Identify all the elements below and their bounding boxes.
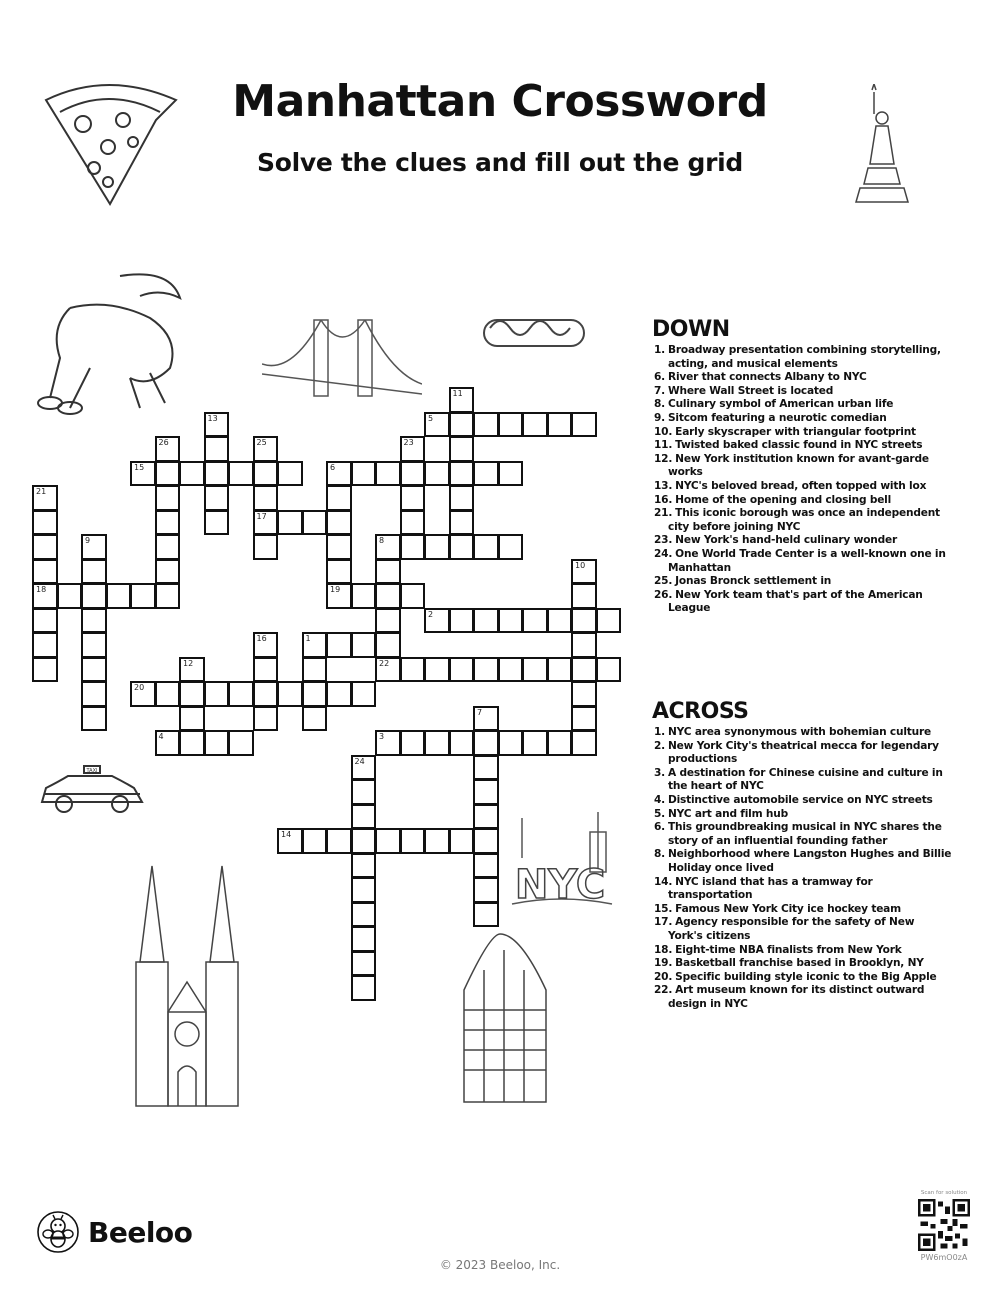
clue-number: 24 xyxy=(354,756,365,766)
crossword-cell[interactable] xyxy=(375,632,401,658)
crossword-cell[interactable] xyxy=(375,461,401,487)
crossword-cell[interactable] xyxy=(571,608,597,634)
crossword-cell[interactable] xyxy=(32,510,58,536)
clue-item xyxy=(652,507,952,534)
crossword-cell[interactable] xyxy=(571,681,597,707)
crossword-cell[interactable] xyxy=(547,657,573,683)
clue-number: 6. xyxy=(654,821,665,834)
crossword-cell[interactable] xyxy=(326,559,352,585)
clue-number: 25. xyxy=(654,575,673,588)
crossword-cell[interactable] xyxy=(32,583,58,609)
crossword-cell[interactable] xyxy=(473,412,499,438)
crossword-cell[interactable] xyxy=(32,657,58,683)
clue-number: 5. xyxy=(654,807,665,820)
crossword-cell[interactable] xyxy=(277,461,303,487)
crossword-cell[interactable] xyxy=(253,485,279,511)
clue-text: Agency responsible for the safety of New York's citizens xyxy=(668,916,915,942)
crossword-cell[interactable] xyxy=(204,510,230,536)
crossword-cell[interactable] xyxy=(326,681,352,707)
crossword-cell[interactable] xyxy=(351,755,377,781)
crossword-cell[interactable] xyxy=(179,730,205,756)
clue-item xyxy=(652,371,952,385)
clue-number: 21 xyxy=(36,487,47,496)
down-clues xyxy=(652,318,952,616)
clue-number: 9 xyxy=(85,536,91,545)
clue-text: Broadway presentation combining storytelling, acting, and musical elements xyxy=(668,344,941,370)
copyright: © 2023 Beeloo, Inc. xyxy=(439,1258,561,1272)
clue-text: New York team that's part of the American League xyxy=(668,588,923,615)
crossword-cell[interactable] xyxy=(498,608,524,634)
clue-item xyxy=(652,916,952,943)
crossword-cell[interactable] xyxy=(351,828,377,854)
qr-code-id: PW6mO0zA xyxy=(920,1253,968,1262)
crossword-cell[interactable] xyxy=(522,608,548,634)
clue-number: 11. xyxy=(654,439,673,452)
crossword-cell[interactable] xyxy=(473,706,499,732)
crossword-cell[interactable] xyxy=(155,510,181,536)
clue-text: Early skyscraper with triangular footprint xyxy=(675,425,916,438)
crossword-cell[interactable] xyxy=(449,461,475,487)
crossword-cell[interactable] xyxy=(400,436,426,462)
clue-item xyxy=(652,575,952,589)
crossword-cell[interactable] xyxy=(32,485,58,511)
clue-number: 10 xyxy=(575,560,586,570)
crossword-cell[interactable] xyxy=(375,559,401,585)
crossword-cell[interactable] xyxy=(351,583,377,609)
clue-item xyxy=(652,903,952,917)
clue-number: 2 xyxy=(428,609,434,619)
clue-number: 3 xyxy=(379,732,385,741)
clue-item xyxy=(652,971,952,985)
page-title: Manhattan Crossword xyxy=(232,76,768,127)
crossword-cell[interactable] xyxy=(179,681,205,707)
clue-number: 23. xyxy=(654,534,673,547)
across-heading: ACROSS xyxy=(652,699,749,724)
crossword-cell[interactable] xyxy=(424,412,450,438)
clue-number: 12. xyxy=(654,452,673,465)
clue-number: 11 xyxy=(452,389,463,398)
crossword-cell[interactable] xyxy=(155,730,181,756)
clue-text: Twisted baked classic found in NYC streets xyxy=(675,439,923,452)
crossword-cell[interactable] xyxy=(449,730,475,756)
crossword-cell[interactable] xyxy=(351,779,377,805)
clue-item xyxy=(652,957,952,971)
crossword-cell[interactable] xyxy=(473,534,499,560)
clue-text: Culinary symbol of American urban life xyxy=(668,398,894,411)
clue-text: Jonas Bronck settlement in xyxy=(675,575,832,588)
solution-qr[interactable] xyxy=(912,1190,976,1262)
crossword-cell[interactable] xyxy=(400,583,426,609)
clue-item xyxy=(652,740,952,767)
clue-text: Where Wall Street is located xyxy=(668,384,834,397)
clue-item xyxy=(652,808,952,822)
clue-item xyxy=(652,344,952,371)
across-clue-list xyxy=(652,726,952,1011)
clue-number: 20. xyxy=(654,970,673,983)
crossword-cell[interactable] xyxy=(424,657,450,683)
clue-number: 22. xyxy=(654,984,673,997)
crossword-cell[interactable] xyxy=(473,779,499,805)
brand-name: Beeloo xyxy=(88,1215,193,1249)
crossword-cell[interactable] xyxy=(449,485,475,511)
crossword-cell[interactable] xyxy=(596,657,622,683)
clue-number: 9. xyxy=(654,411,665,424)
crossword-cell[interactable] xyxy=(596,608,622,634)
crossword-cell[interactable] xyxy=(253,510,279,536)
crossword-cell[interactable] xyxy=(449,510,475,536)
crossword-cell[interactable] xyxy=(351,853,377,879)
clue-number: 6 xyxy=(330,462,336,472)
clue-number: 8. xyxy=(654,848,665,861)
crossword-cell[interactable] xyxy=(449,412,475,438)
crossword-cell[interactable] xyxy=(155,583,181,609)
crossword-cell[interactable] xyxy=(81,632,107,658)
crossword-cell[interactable] xyxy=(424,608,450,634)
clue-number: 6. xyxy=(654,371,665,384)
crossword-cell[interactable] xyxy=(326,510,352,536)
clue-item xyxy=(652,876,952,903)
crossword-cell[interactable] xyxy=(375,583,401,609)
clue-text: New York institution known for avant-garde works xyxy=(668,452,929,479)
crossword-cell[interactable] xyxy=(375,534,401,560)
crossword-cell[interactable] xyxy=(326,583,352,609)
clue-text: Sitcom featuring a neurotic comedian xyxy=(668,411,887,424)
crossword-cell[interactable] xyxy=(571,730,597,756)
crossword-cell[interactable] xyxy=(81,706,107,732)
crossword-cell[interactable] xyxy=(130,681,156,707)
crossword-cell[interactable] xyxy=(571,583,597,609)
crossword-cell[interactable] xyxy=(351,975,377,1001)
crossword-cell[interactable] xyxy=(498,730,524,756)
qr-label: Scan for solution xyxy=(920,1190,968,1196)
crossword-cell[interactable] xyxy=(351,804,377,830)
crossword-cell[interactable] xyxy=(302,706,328,732)
crossword-cell[interactable] xyxy=(326,485,352,511)
crossword-cell[interactable] xyxy=(204,436,230,462)
crossword-cell[interactable] xyxy=(400,461,426,487)
crossword-cell[interactable] xyxy=(522,657,548,683)
crossword-cell[interactable] xyxy=(522,730,548,756)
crossword-cell[interactable] xyxy=(571,412,597,438)
crossword-cell[interactable] xyxy=(449,436,475,462)
clue-item xyxy=(652,439,952,453)
clue-text: Eight-time NBA finalists from New York xyxy=(675,943,902,956)
crossword-cell[interactable] xyxy=(228,730,254,756)
clue-number: 16 xyxy=(256,634,267,643)
crossword-cell[interactable] xyxy=(351,681,377,707)
clue-item xyxy=(652,589,952,616)
clue-number: 24. xyxy=(654,547,673,560)
clue-text: NYC area synonymous with bohemian culture xyxy=(668,726,931,738)
crossword-cell[interactable] xyxy=(400,510,426,536)
crossword-cell[interactable] xyxy=(155,485,181,511)
crossword-cell[interactable] xyxy=(400,485,426,511)
crossword-cell[interactable] xyxy=(473,608,499,634)
nyc-sign-label: NYC xyxy=(514,862,606,908)
clue-item xyxy=(652,767,952,794)
clue-text: NYC art and film hub xyxy=(668,807,788,820)
clue-item xyxy=(652,984,952,1011)
crossword-cell[interactable] xyxy=(302,632,328,658)
clue-text: Neighborhood where Langston Hughes and Billie Holiday once lived xyxy=(668,848,952,874)
crossword-cell[interactable] xyxy=(498,534,524,560)
crossword-cell[interactable] xyxy=(571,706,597,732)
crossword-cell[interactable] xyxy=(155,559,181,585)
crossword-cell[interactable] xyxy=(81,583,107,609)
crossword-cell[interactable] xyxy=(375,657,401,683)
clue-item xyxy=(652,944,952,958)
crossword-cell[interactable] xyxy=(302,510,328,536)
clue-number: 14. xyxy=(654,875,673,888)
clue-text: This iconic borough was once an independent city before joining NYC xyxy=(668,507,940,533)
clue-text: Home of the opening and closing bell xyxy=(675,493,892,506)
crossword-cell[interactable] xyxy=(326,828,352,854)
crossword-cell[interactable] xyxy=(204,461,230,487)
crossword-cell[interactable] xyxy=(424,461,450,487)
crossword-cell[interactable] xyxy=(375,828,401,854)
clue-number: 25 xyxy=(256,438,267,447)
crossword-cell[interactable] xyxy=(473,877,499,903)
crossword-cell[interactable] xyxy=(522,412,548,438)
clue-item xyxy=(652,453,952,480)
crossword-cell[interactable] xyxy=(32,534,58,560)
clue-item xyxy=(652,726,952,740)
crossword-cell[interactable] xyxy=(253,706,279,732)
crossword-cell[interactable] xyxy=(400,657,426,683)
crossword-cell[interactable] xyxy=(302,828,328,854)
clue-item xyxy=(652,534,952,548)
crossword-cell[interactable] xyxy=(155,681,181,707)
crossword-cell[interactable] xyxy=(449,657,475,683)
across-clues xyxy=(652,700,952,1011)
crossword-cell[interactable] xyxy=(32,632,58,658)
crossword-cell[interactable] xyxy=(253,681,279,707)
crossword-cell[interactable] xyxy=(32,608,58,634)
crossword-cell[interactable] xyxy=(179,706,205,732)
crossword-cell[interactable] xyxy=(424,828,450,854)
crossword-cell[interactable] xyxy=(32,559,58,585)
crossword-cell[interactable] xyxy=(449,608,475,634)
crossword-cell[interactable] xyxy=(473,902,499,928)
crossword-cell[interactable] xyxy=(547,412,573,438)
clue-text: River that connects Albany to NYC xyxy=(668,371,867,384)
clue-number: 26. xyxy=(654,588,673,601)
down-clue-list xyxy=(652,344,952,616)
brand-logo xyxy=(36,1210,192,1254)
clue-number: 7. xyxy=(654,384,665,397)
crossword-cell[interactable] xyxy=(498,657,524,683)
clue-number: 3. xyxy=(654,766,665,779)
clue-number: 5 xyxy=(428,413,434,423)
crossword-cell[interactable] xyxy=(81,608,107,634)
crossword-cell[interactable] xyxy=(498,461,524,487)
clue-number: 15 xyxy=(134,462,145,472)
crossword-cell[interactable] xyxy=(277,681,303,707)
clue-text: New York's hand-held culinary wonder xyxy=(675,534,898,547)
crossword-cell[interactable] xyxy=(473,461,499,487)
crossword-cell[interactable] xyxy=(571,559,597,585)
crossword-cell[interactable] xyxy=(277,510,303,536)
crossword-cell[interactable] xyxy=(351,461,377,487)
down-heading: DOWN xyxy=(652,317,730,342)
crossword-cell[interactable] xyxy=(547,730,573,756)
crossword-cell[interactable] xyxy=(424,730,450,756)
crossword-cell[interactable] xyxy=(375,608,401,634)
crossword-cell[interactable] xyxy=(400,828,426,854)
clue-text: Art museum known for its distinct outward design in NYC xyxy=(668,984,925,1010)
crossword-cell[interactable] xyxy=(351,951,377,977)
clue-number: 17. xyxy=(654,916,673,929)
clue-item xyxy=(652,398,952,412)
crossword-cell[interactable] xyxy=(155,534,181,560)
crossword-cell[interactable] xyxy=(57,583,83,609)
crossword-cell[interactable] xyxy=(106,583,132,609)
clue-number: 4 xyxy=(158,732,164,741)
crossword-cell[interactable] xyxy=(351,902,377,928)
clue-number: 26 xyxy=(158,438,169,447)
crossword-cell[interactable] xyxy=(351,632,377,658)
clue-number: 2. xyxy=(654,739,665,752)
crossword-cell[interactable] xyxy=(449,828,475,854)
crossword-cell[interactable] xyxy=(228,461,254,487)
crossword-cell[interactable] xyxy=(571,632,597,658)
crossword-cell[interactable] xyxy=(498,412,524,438)
clue-text: Distinctive automobile service on NYC streets xyxy=(668,793,933,806)
crossword-cell[interactable] xyxy=(375,730,401,756)
crossword-cell[interactable] xyxy=(253,461,279,487)
clue-number: 8 xyxy=(379,536,385,545)
crossword-cell[interactable] xyxy=(326,461,352,487)
clue-number: 18. xyxy=(654,943,673,956)
crossword-cell[interactable] xyxy=(326,534,352,560)
clue-number: 21. xyxy=(654,507,673,520)
crossword-cell[interactable] xyxy=(473,804,499,830)
taxi-sign-label: TAXI xyxy=(86,768,98,774)
clue-text: Famous New York City ice hockey team xyxy=(675,902,901,915)
clue-item xyxy=(652,426,952,440)
clue-number: 4. xyxy=(654,793,665,806)
crossword-cell[interactable] xyxy=(326,632,352,658)
crossword-cell[interactable] xyxy=(130,461,156,487)
crossword-cell[interactable] xyxy=(253,657,279,683)
clue-text: This groundbreaking musical in NYC shares the story of an influential founding father xyxy=(668,821,942,847)
crossword-cell[interactable] xyxy=(473,730,499,756)
crossword-cell[interactable] xyxy=(179,461,205,487)
crossword-cell[interactable] xyxy=(204,730,230,756)
clue-number: 23 xyxy=(403,438,414,447)
crossword-cell[interactable] xyxy=(473,853,499,879)
crossword-cell[interactable] xyxy=(204,412,230,438)
clue-text: New York City's theatrical mecca for legendary productions xyxy=(668,739,939,766)
bee-icon xyxy=(36,1210,80,1254)
crossword-cell[interactable] xyxy=(204,681,230,707)
clue-number: 7 xyxy=(477,707,483,717)
clue-text: One World Trade Center is a well-known one in Manhattan xyxy=(668,547,946,574)
crossword-cell[interactable] xyxy=(302,681,328,707)
crossword-cell[interactable] xyxy=(253,534,279,560)
crossword-cell[interactable] xyxy=(449,387,475,413)
clue-number: 10. xyxy=(654,425,673,438)
crossword-cell[interactable] xyxy=(277,828,303,854)
page-subtitle: Solve the clues and fill out the grid xyxy=(256,148,744,177)
clue-text: Specific building style iconic to the Big Apple xyxy=(675,970,937,983)
crossword-cell[interactable] xyxy=(547,608,573,634)
crossword-cell[interactable] xyxy=(351,877,377,903)
clue-number: 1. xyxy=(654,344,665,356)
clue-item xyxy=(652,412,952,426)
clue-number: 18 xyxy=(36,585,47,594)
clue-text: NYC's beloved bread, often topped with lox xyxy=(675,479,927,492)
crossword-cell[interactable] xyxy=(400,534,426,560)
clue-item xyxy=(652,848,952,875)
crossword-cell[interactable] xyxy=(571,657,597,683)
clue-number: 8. xyxy=(654,398,665,411)
clue-number: 13 xyxy=(207,413,218,423)
clue-item xyxy=(652,480,952,494)
crossword-cell[interactable] xyxy=(473,755,499,781)
clue-text: Basketball franchise based in Brooklyn, NY xyxy=(675,957,924,970)
crossword-cell[interactable] xyxy=(155,461,181,487)
clue-item xyxy=(652,794,952,808)
crossword-cell[interactable] xyxy=(179,657,205,683)
crossword-cell[interactable] xyxy=(253,436,279,462)
crossword-cell[interactable] xyxy=(473,828,499,854)
crossword-cell[interactable] xyxy=(253,632,279,658)
clue-number: 17 xyxy=(256,511,267,521)
crossword-cell[interactable] xyxy=(81,657,107,683)
crossword-cell[interactable] xyxy=(155,436,181,462)
crossword-cell[interactable] xyxy=(228,681,254,707)
clue-text: NYC island that has a tramway for transportation xyxy=(668,875,873,902)
crossword-cell[interactable] xyxy=(424,534,450,560)
crossword-cell[interactable] xyxy=(400,730,426,756)
crossword-cell[interactable] xyxy=(81,534,107,560)
crossword-cell[interactable] xyxy=(81,559,107,585)
crossword-cell[interactable] xyxy=(130,583,156,609)
clue-number: 12 xyxy=(183,658,194,668)
clue-number: 19 xyxy=(330,585,341,594)
clue-number: 15. xyxy=(654,902,673,915)
crossword-cell[interactable] xyxy=(351,926,377,952)
clue-item xyxy=(652,821,952,848)
clue-number: 19. xyxy=(654,957,673,970)
clue-number: 14 xyxy=(281,830,292,839)
clue-item xyxy=(652,385,952,399)
clue-number: 16. xyxy=(654,493,673,506)
clue-number: 1. xyxy=(654,726,665,738)
qr-code-icon[interactable] xyxy=(918,1199,970,1251)
crossword-cell[interactable] xyxy=(473,657,499,683)
crossword-cell[interactable] xyxy=(449,534,475,560)
clue-item xyxy=(652,494,952,508)
clue-number: 13. xyxy=(654,479,673,492)
clue-number: 20 xyxy=(134,683,145,692)
clue-item xyxy=(652,548,952,575)
clue-text: A destination for Chinese cuisine and culture in the heart of NYC xyxy=(668,766,943,793)
clue-number: 22 xyxy=(379,658,390,668)
crossword-cell[interactable] xyxy=(302,657,328,683)
crossword-cell[interactable] xyxy=(81,681,107,707)
crossword-cell[interactable] xyxy=(204,485,230,511)
clue-number: 1 xyxy=(305,634,311,643)
